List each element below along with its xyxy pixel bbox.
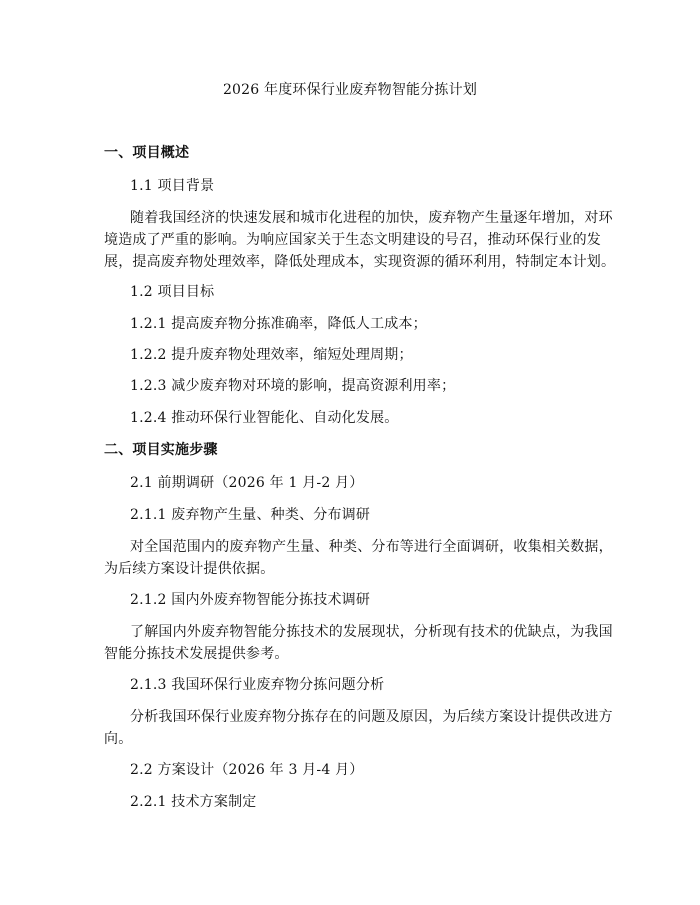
list-item: 1.2.2 提升废弃物处理效率，缩短处理周期； — [130, 347, 413, 363]
subsection-heading-2-2: 2.2 方案设计（2026 年 3 月-4 月） — [130, 762, 364, 778]
list-item: 1.2.3 减少废弃物对环境的影响，提高资源利用率； — [130, 378, 456, 394]
subsection-heading-2-1-1: 2.1.1 废弃物产生量、种类、分布调研 — [130, 507, 371, 523]
document-title: 2026 年度环保行业废弃物智能分拣计划 — [222, 82, 478, 98]
paragraph-line: 向。 — [104, 731, 133, 747]
subsection-heading-2-1: 2.1 前期调研（2026 年 1 月-2 月） — [130, 475, 364, 491]
subsection-heading-1-1: 1.1 项目背景 — [130, 178, 215, 194]
paragraph-line: 智能分拣技术发展提供参考。 — [104, 646, 289, 662]
paragraph-line: 了解国内外废弃物智能分拣技术的发展现状，分析现有技术的优缺点，为我国 — [130, 624, 613, 640]
section-heading-2: 二、项目实施步骤 — [104, 442, 218, 458]
paragraph-line: 境造成了严重的影响。为响应国家关于生态文明建设的号召，推动环保行业的发 — [104, 232, 601, 248]
subsection-heading-1-2: 1.2 项目目标 — [130, 284, 215, 300]
subsection-heading-2-1-2: 2.1.2 国内外废弃物智能分拣技术调研 — [130, 592, 371, 608]
paragraph-line: 为后续方案设计提供依据。 — [104, 561, 275, 577]
paragraph-line: 展，提高废弃物处理效率，降低处理成本，实现资源的循环利用，特制定本计划。 — [104, 254, 616, 270]
paragraph-line: 分析我国环保行业废弃物分拣存在的问题及原因，为后续方案设计提供改进方 — [130, 709, 613, 725]
subsection-heading-2-1-3: 2.1.3 我国环保行业废弃物分拣问题分析 — [130, 677, 385, 693]
section-heading-1: 一、项目概述 — [104, 145, 190, 161]
list-item: 1.2.1 提高废弃物分拣准确率，降低人工成本； — [130, 316, 427, 332]
list-item: 1.2.4 推动环保行业智能化、自动化发展。 — [130, 410, 399, 426]
paragraph-line: 对全国范围内的废弃物产生量、种类、分布等进行全面调研，收集相关数据， — [130, 539, 613, 555]
subsection-heading-2-2-1: 2.2.1 技术方案制定 — [130, 794, 257, 810]
paragraph-line: 随着我国经济的快速发展和城市化进程的加快，废弃物产生量逐年增加，对环 — [130, 210, 613, 226]
